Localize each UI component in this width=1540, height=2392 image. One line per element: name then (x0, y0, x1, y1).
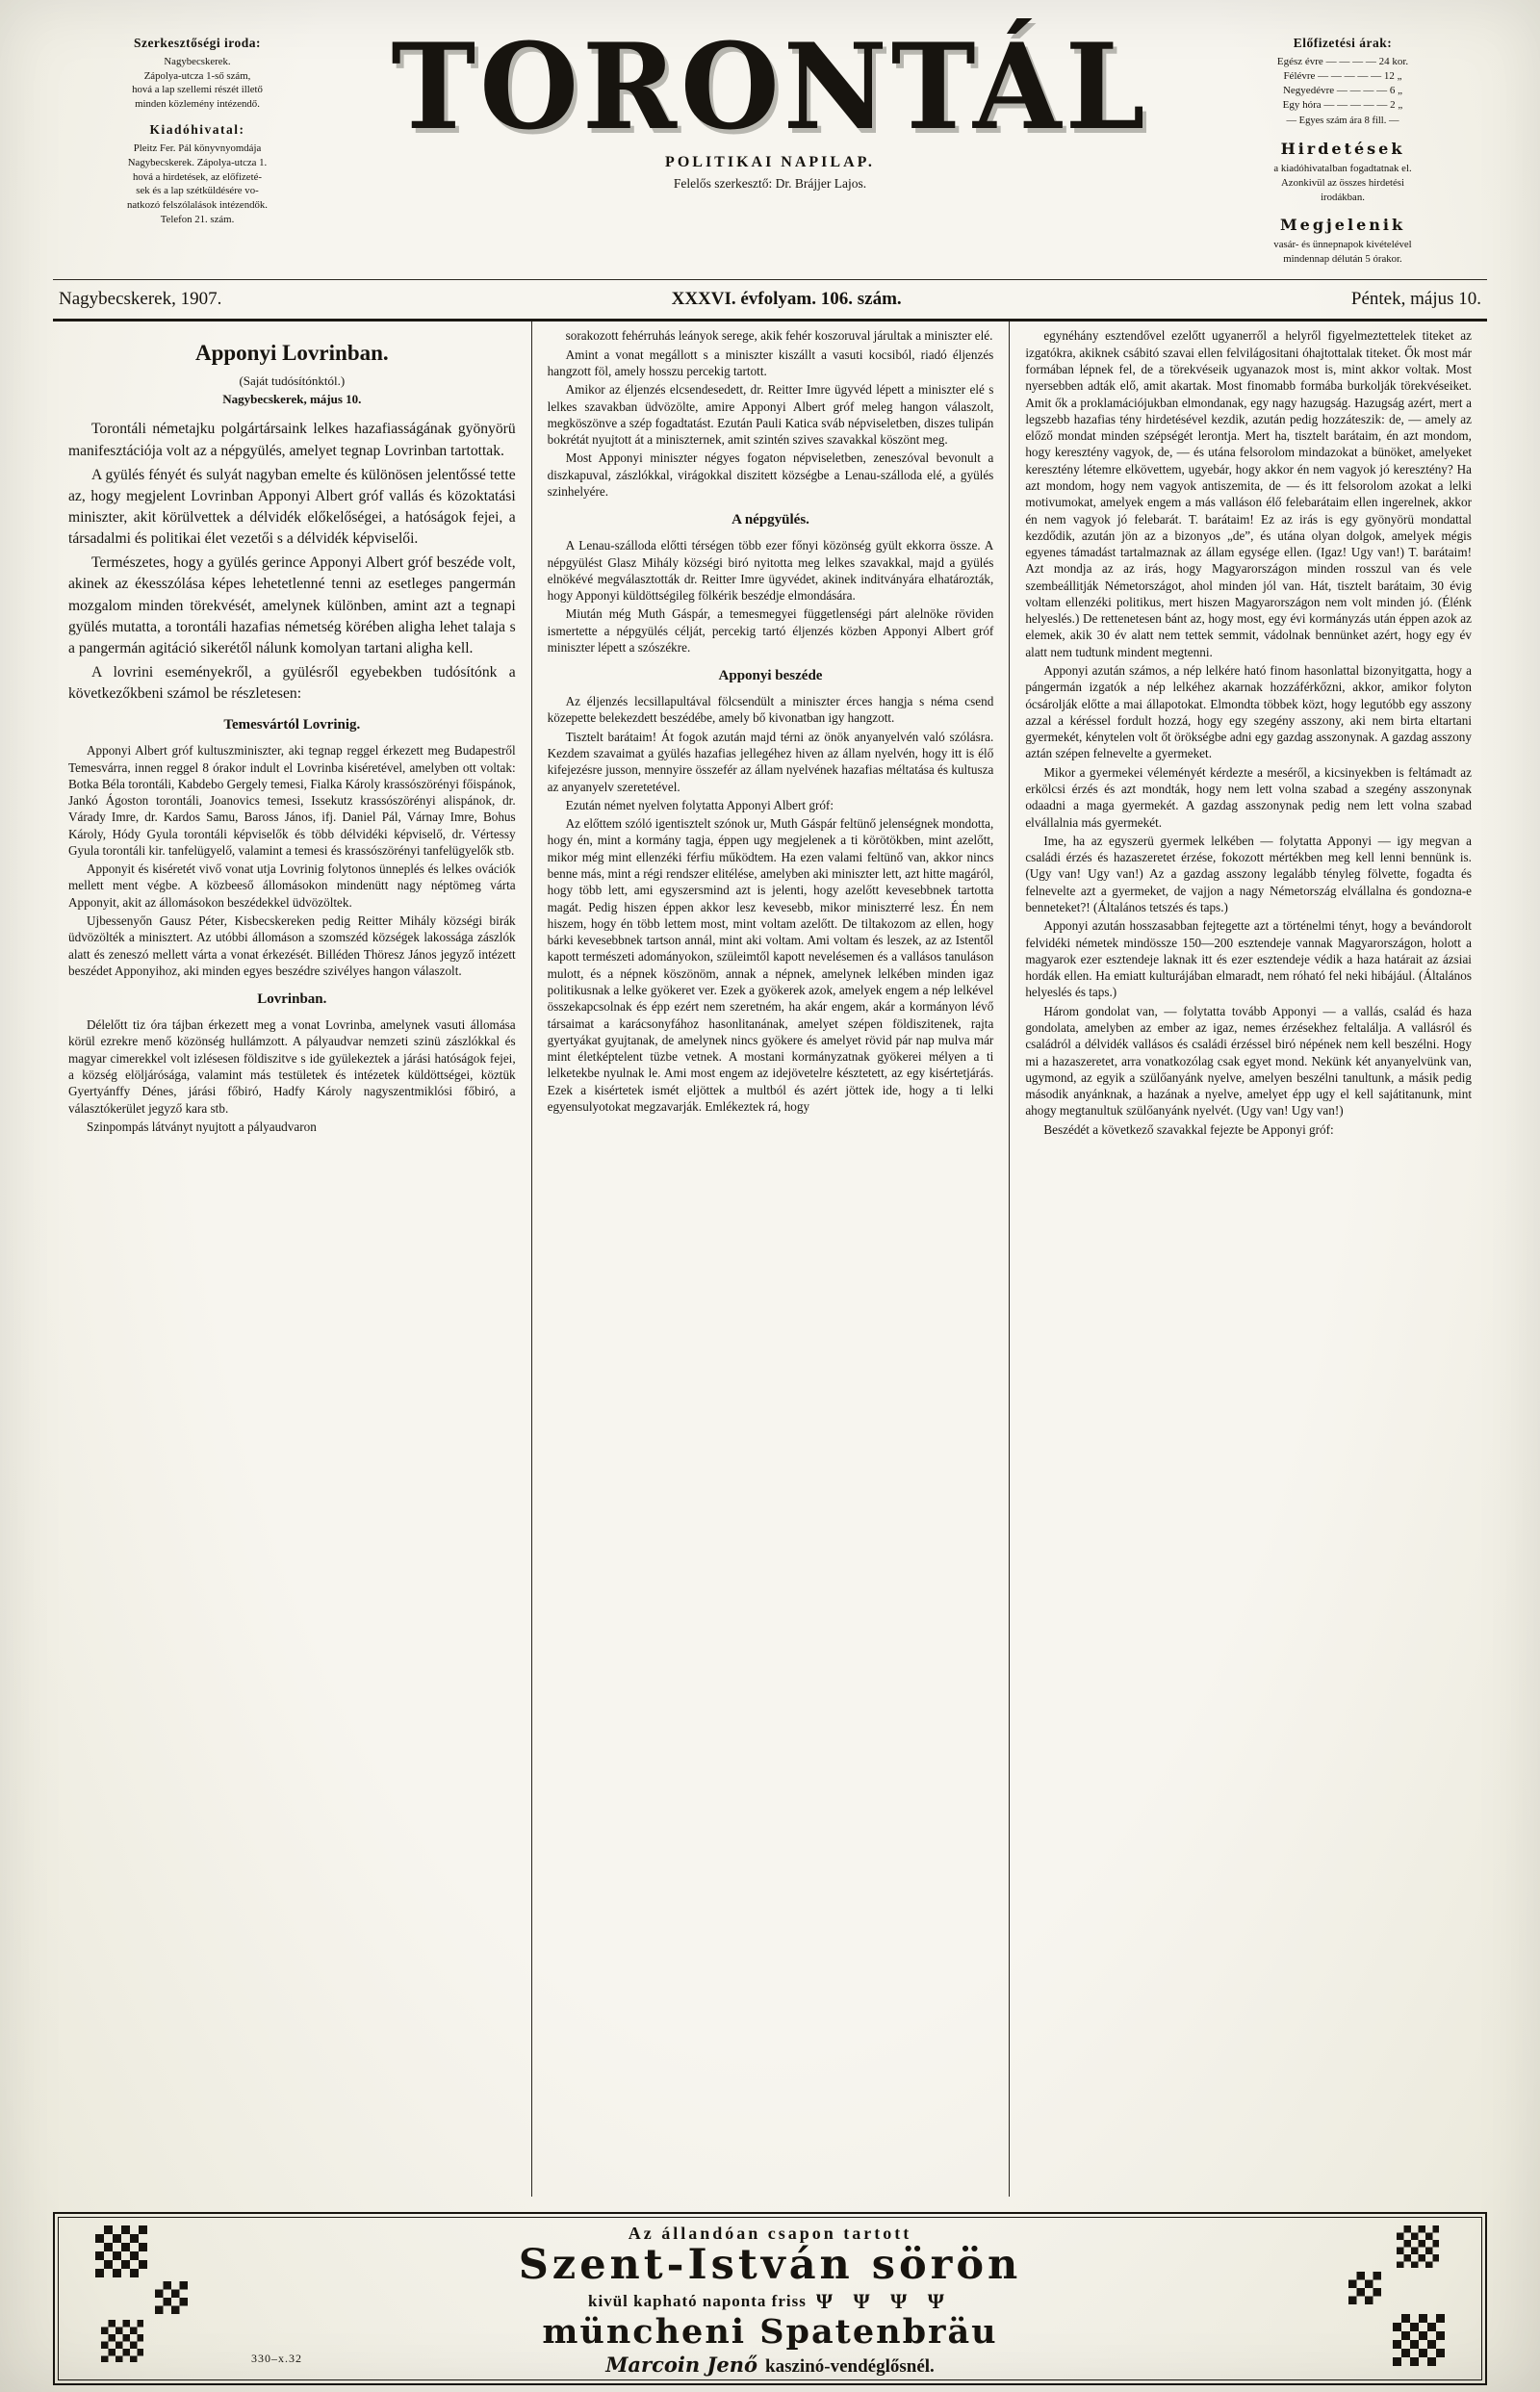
publication-title: Megjelenik (1279, 215, 1406, 234)
editorial-office-block (53, 35, 342, 227)
paragraph: Apponyi azután hosszasabban fejtegette azt a történelmi tényt, hogy a bevándorolt felvidéki németek mindössze 150—200 esztendeje vannak Magyarországon, holott a magyarok ezer esztendeje laknak itt és ezer esztendeje védik a haza határait az ázsiai hordák ellen. Ha emiatt kulturájában elmaradt, nem róható fel neki hibájául. (Általános helyeslés és taps.) (1025, 918, 1472, 1000)
ad-vendor-suffix: kaszinó-vendéglősnél. (765, 2356, 935, 2378)
hline: vasár- és ünnepnapok kivételével (1273, 238, 1412, 250)
price: Egy hóra — — — — — 2 „ (1282, 99, 1403, 112)
ad-line-3-text: kivül kapható naponta friss (588, 2291, 807, 2310)
paragraph: Ezután német nyelven folytatta Apponyi Albert gróf: (565, 797, 834, 812)
ads-title: Hirdetések (1280, 139, 1405, 158)
dateline-date: Péntek, május 10. (1350, 289, 1481, 310)
masthead-center (365, 16, 1175, 192)
ad-brand: müncheni Spatenbräu (542, 2311, 998, 2352)
paragraph: Amint a vonat megállott s a miniszter kiszállt a vasuti kocsiból, riadó éljenzés hangzott föl, amely hosszu percekig tartott. (547, 347, 994, 378)
article-body (53, 322, 1487, 2197)
paragraph: Az éljenzés lecsillapultával fölcsendült a miniszter érces hangja s néma csend közepette belekezdett beszédébe, amely bő kivonatban igy hangzott. (547, 694, 994, 726)
lead: Természetes, hogy a gyülés gerince Apponyi Albert gróf beszéde volt, akinek az ékesszólása képes lehetetlenné tenni az esetleges pangermán mozgalom minden törekvését, amelynek különben, amint azt a tegnapi gyülés mutatta, a torontáli hazafias németség körében aligha lehet talaja s a pangermán agitáció sikerétől nálunk komolyan tartani aligha kell. (68, 554, 516, 656)
paragraph: A Lenau-szálloda előtti térségen több ezer főnyi közönség gyült ekkorra össze. A népgyülést Glasz Mihály községi biró nyitotta meg lelkes szavakkal, majd a gyülés elnökévé megválasztották dr. Reitter Imre ügyvédet, akinek inditványára elhatározták, hogy Apponyi küldöttségileg fölkérik beszédje elmondására. (547, 538, 994, 604)
ads-lines (1198, 162, 1487, 205)
dateline-issue: XXXVI. évfolyam. 106. szám. (671, 289, 902, 310)
price: Egész évre — — — — 24 kor. (1276, 55, 1409, 67)
subhead: Lovrinban. (257, 991, 327, 1008)
paragraph: egynéhány esztendővel ezelőtt ugyanerről a helyről figyelmeztettelek titeket az izgatókra, akiknek csábitó szavai ellen felvilágositani óhajtottalak titeket. Ők most már formában lépnek fel, de a törekvéseik ugyanazok most is, mint akkor voltak. Most nyersebben adták elő, amit akartak. Most finomabb formába burkolják törekvéseiket. Amit ők a proklamációjukban elmondanak, egy nagy hazugság. Hazugság azért, mert a legszebb hazafias tény hirdetésével kezdik, azután pedig hozzáteszik: de, — amely az előző mondat minden szépségét lerontja. Mert ha, tisztelt barátaim, én azt mondom, hogy keresztény vagyok, de, — és utána felsorolom mindazokat a bünöket, amelyeket keresztény létemre elkövettem, ugyebár, hogy akkor én nem vagyok jó keresztény? Ha azt mondom, hogy nem vagyok antiszemita, de — és itt felsorolom azokat a lelki motivumokat, amelyek engem a más valláson élő felebarátaim ellen ingerelnek, akkor én nem vagyok jó felebarát. T. barátaim! Ez az irás is egy gyönyörü mondattal kezdődik, azután jön az a bizonyos „de”, és utána olyan dolgok, amelyek mégis egyenes támadást tartalmaznak az állam egysége ellen. (Igaz! Ugy van!) T. barátaim! Azt mondja az az irás, hogy Magyarországon minden rosszul van és vele szembeállitják Németországot, ahol minden jól van. Hát, tisztelt barátaim, 30 évig voltam ellenzéki politikus, mert hiszen Magyarországon nem volt minden jó. (Élénk helyeslés.) De rettenetesen bánt az, hogy most, egy évi kormányzás után éppen azok az elemek, akik 30 év alatt nem tettek semmit, vádolnak bennünket azért, hogy egy év alatt nem tudtunk mindent megtenni. (1025, 328, 1472, 659)
paragraph: Három gondolat van, — folytatta tovább Apponyi — a vallás, család és haza gondolata, amelyben az ember az igaz, nemes érzésekhez feltalálja. A vallásról és családról a délvidék vallásos és családi érzéssel biró népének nem kell beszélni. Hogy mi a hazaszeretet, arra vonatkozólag csak egyet mond. Nekünk két anyanyelvünk van, ugymond, az egyik a szülőanyánk nyelve, amelyen beszélni tanultunk, a másik pedig második anyánknak, a hazának a nyelve, amelyet épp ugy el kell sajátitanunk, mint ahogy megtanultuk szülőanyánk nyelvét. (Ugy van! Ugy van!) (1025, 1003, 1472, 1119)
checker-ornament-icon (1348, 2272, 1381, 2304)
paragraph: Miután még Muth Gáspár, a temesmegyei függetlenségi párt alelnöke röviden ismertette a népgyülés célját, percekig tartó éljenzés közben Apponyi Albert gróf miniszter lépett a szószékre. (547, 606, 994, 655)
newspaper-title: TORONTÁL (391, 16, 1149, 157)
dateline-bar (53, 279, 1487, 322)
hline: Azonkivül az összes hirdetési (1280, 176, 1405, 189)
checker-ornament-icon (95, 2225, 147, 2277)
subhead: A népgyülés. (732, 512, 809, 528)
subscription-title: Előfizetési árak: (1293, 36, 1393, 50)
publisher-office-lines (53, 141, 342, 227)
paragraph: Szinpompás látványt nyujtott a pályaudvaron (87, 1119, 317, 1134)
publisher-office-title: Kiadóhivatal: (149, 122, 245, 138)
datesub: Nagybecskerek, május 10. (222, 392, 362, 407)
beer-glass-icons: Ψ Ψ Ψ Ψ (815, 2288, 952, 2313)
editor-line: Felelős szerkesztő: Dr. Brájjer Lajos. (673, 175, 867, 191)
paragraph: Az előttem szóló igentisztelt szónok ur, Muth Gáspár feltünő jelenségnek mondotta, hogy én, mint a kormány tagja, éppen ugy megjelenek a ti körötökben, mint azelőtt, mikor még mint ellenzéki férfiu működtem. Ha ezen valami feltünő van, akkor nincs benne más, mint a régi rendszer elitélése, amelyben aki miniszter lett, azt hitte magáról, hogy több lett, ami egyszersmind azt is jelenti, hogy azelőtt kevesebbnek tartotta magát. Pedig hiszen éppen akkor lesz kevesebb, mikor miniszterré lesz. Én nem hiszem, hogy én több lettem most, mint voltam azelőtt. De tiltakozom az ellen, hogy bárki kevesebbnek tartson annál, mint aki voltam. Ami voltam és leszek, az az Istentől kapott természeti adományokon, szüleimtől kapott nevelésemen és a vallásos tanuláson mulott, és a népnek köszönöm, annak a népnek, amelynek lelkében minden igaz politikusnak a lelke gyökeret ver. Ezek a gyökerek azok, amelyek engem a nép lelkével összekapcsolnak és épp ezért nem szeretném, ha akár engem, akár a kormányon lévő társaimat a karácsonyfához hasonlitanának, amelyet szépen földiszitenek, rajta gyertyákat gyujtanak, de amelynek nincs gyökere és amelyet rövid pár nap mulva már mint életképtelent tüzbe vetnek. A mostani kormányzatnak gyökerei mélyen a ti lelketekbe nyulnak le. Ami most engem az idejövetelre késztetett, az egy kisértetjárás. Ezek a kisértetek ismét eljöttek a multból és azért jöttek ide, hogy a ti lelki egyensulyotokat megzavarják. Emlékeztek rá, hogy (547, 816, 994, 1114)
paragraph: Most Apponyi miniszter négyes fogaton népviseletben, zeneszóval bevonult a diszkapuval, zászlókkal, virágokkal diszitett községbe a Lenau-szálloda elé, a gyülés szinhelyére. (547, 450, 994, 499)
paragraph: Beszédét a következő szavakkal fejezte be Apponyi gróf: (1043, 1121, 1334, 1137)
newspaper-subtitle: POLITIKAI NAPILAP. (665, 153, 875, 170)
advertisement-inner (58, 2217, 1482, 2380)
hline: Telefon 21. szám. (160, 214, 235, 226)
paragraph: Ime, ha az egyszerü gyermek lelkében — folytatta Apponyi — igy megvan a családi érzés és hazaszeretet érzése, fokozott mértékben meg kell lenni bennünk is. (Ugy van! Ugy van!) Az a gazdag asszony legalább tényleg fölvette, fogadta és felnevelte azt a gyermeket, de vajjon a nagy Németország elvállalna és gondozna-e benneteket?! (Általános tetszés és taps.) (1025, 833, 1472, 914)
hline: hová a hirdetések, az előfizeté- (133, 170, 262, 183)
hline: mindennap délután 5 órakor. (1283, 252, 1402, 265)
publication-lines (1198, 238, 1487, 267)
lead: A lovrini eseményekről, a gyülésről egyebekben tudósítónk a következőkbeni számol be részletesen: (68, 663, 516, 703)
headline: Apponyi Lovrinban. (194, 341, 389, 366)
hline: Nagybecskerek. Zápolya-utcza 1. (127, 156, 268, 168)
byline: (Saját tudósítónktól.) (239, 373, 346, 389)
ad-vendor-name: Marcoin Jenő (605, 2353, 758, 2378)
paragraph: sorakozott fehérruhás leányok serege, akik fehér koszoruval járultak a miniszter elé. (565, 328, 993, 344)
checker-ornament-icon (101, 2320, 143, 2362)
editorial-office-lines (53, 55, 342, 113)
hline: Nagybecskerek. (164, 55, 231, 67)
subscription-prices (1198, 55, 1487, 114)
checker-ornament-icon (1393, 2314, 1445, 2366)
lead: Torontáli németajku polgártársaink lelkes hazafiasságának gyönyörü manifesztációja volt az a népgyülés, amelyet tegnap Lovrinban tartottak. (68, 421, 516, 459)
paragraph: Apponyi azután számos, a nép lelkére ható finom hasonlattal bizonyitgatta, hogy a pángermán izgatók a nép lelkéhez akarnak hozzáférkőzni, akkor, amikor folyton ócsárolják előtte a mai állapotokat. Elmondta többek közt, hogy legutóbb egy asszony azzal a kéréssel fordult hozzá, hogy egy szegény asszony, aki nem birta eltartani gyermekét, kénytelen volt őt örökségbe adni egy gazdag asszonynak. A gazdag asszony aztán szépen felnevelte a gyermeket. (1025, 663, 1472, 761)
checker-ornament-icon (155, 2281, 188, 2314)
column-2 (531, 322, 1010, 2197)
paragraph: Apponyit és kiséretét vivő vonat utja Lovrinig folytonos ünneplés és lelkes ovációk mellett ment végbe. A közbeeső állomásokon mindenütt nagy néptömeg várta Apponyit, akit az állomásokon beszédekkel üdvözöltek. (68, 862, 516, 910)
hline: a kiadóhivatalban fogadtatnak el. (1273, 162, 1412, 174)
editorial-office-title: Szerkesztőségi iroda: (133, 36, 262, 50)
ad-line-3 (59, 2289, 1481, 2314)
hline: irodákban. (1321, 191, 1365, 203)
paragraph: Tisztelt barátaim! Át fogok azután majd térni az önök anyanyelvén való szólásra. Kezdem szavaimat a gyülés hazafias jellegéhez hiven az állam nyelvén, hogy itt is élő kifejezésre jusson, mennyire összefér az állam nyelvének hazafias méltatása és kultusza az anyanyelv szeretetével. (547, 729, 994, 794)
hline: sek és a lap szétküldésére vo- (136, 185, 259, 197)
paragraph: Ujbessenyőn Gausz Péter, Kisbecskereken pedig Reitter Mihály községi birák üdvözölték a minisztert. Az utóbbi állomáson a szomszéd községek lakossága zászlók alatt és zeneszó mellett várta a vonat érkezését. Billéden Thöresz János jegyző intézett beszédet Apponyihoz, aki minden egyes beszédre szivélyes hangon válaszolt. (68, 913, 516, 978)
hline: hová a lap szellemi részét illető (132, 84, 263, 96)
price: Félévre — — — — — 12 „ (1283, 69, 1402, 82)
hline: Zápolya-utcza 1-ső szám, (143, 69, 251, 82)
advertisement-box (53, 2212, 1487, 2385)
column-3 (1009, 322, 1487, 2197)
masthead-header (0, 0, 1540, 273)
checker-ornament-icon (1397, 2225, 1439, 2268)
hline: Pleitz Fer. Pál könyvnyomdája (133, 141, 262, 154)
ad-beer-name: Szent-István sörön (518, 2241, 1022, 2290)
paragraph: Délelőtt tiz óra tájban érkezett meg a vonat Lovrinba, amelynek vasuti állomása körül ezrekre menő közönség hullámzott. A pályaudvar nemzeti szinü zászlókkal és magyar cimerekkel volt izlésesen földiszitve s ide gyülekeztek a járási hatóságok fejei, a község elöljárósága, valamint más testületek és intézetek küldöttségei, köztük Gyertyánffy Dénes, járási főbiró, Hadfy Károly nagyszentmiklósi főbiró, a választókerület jegyző kara stb. (68, 1017, 516, 1116)
ad-line-1: Az állandóan csapon tartott (628, 2224, 912, 2244)
price: Negyedévre — — — — 6 „ (1282, 84, 1403, 96)
single-copy-price: — Egyes szám ára 8 fill. — (1286, 116, 1399, 127)
hline: minden közlemény intézendő. (135, 98, 260, 111)
column-1 (53, 322, 531, 2197)
subhead: Temesvártól Lovrinig. (223, 717, 361, 733)
paragraph: Mikor a gyermekei véleményét kérdezte a meséről, a kicsinyekben is feltámadt az erkölcsi érzés és azt mondták, hogy nem lett volna szabad a szegény asszonynak odaadni a maga gyermekét. A gazdag asszonynak pedig nem lett volna szabad elvállalnia más gyermekét. (1025, 764, 1472, 830)
subhead: Apponyi beszéde (718, 668, 823, 684)
paragraph: Amikor az éljenzés elcsendesedett, dr. Reitter Imre ügyvéd lépett a miniszter elé s lelkes szavakban üdvözölte, amire Apponyi Albert gróf meleg hangon válaszolt, megköszönve a szép fogadtatást. Ezután Pauli Katica sváb népviseletben, diszes tulipán bokrétát nyujtott át a miniszternek, amit szintén szives szavakkal köszönt meg. (547, 382, 994, 448)
subscription-block (1198, 35, 1487, 266)
lead: A gyülés fényét és sulyát nagyban emelte és különösen jelentőssé tette az, hogy megjelent Lovrinban Apponyi Albert gróf vallás és közoktatási miniszter, akit körülvettek a délvidék előkelőségei, a hatóságok fejei, a társadalmi és politikai élet vezetői s a délvidék képviselői. (68, 466, 516, 548)
ad-reference-code: 330–x.32 (251, 2352, 302, 2366)
dateline-place: Nagybecskerek, 1907. (59, 289, 222, 310)
hline: natkozó felszólalások intézendők. (126, 199, 268, 212)
paragraph: Apponyi Albert gróf kultuszminiszter, aki tegnap reggel érkezett meg Budapestről Temesvárra, innen reggel 8 órakor indult el Lovrinba kiséretével, amelyben ott voltak: Botka Béla torontáli, Kabdebo Gergely temesi, Fialka Károly krassószörényi főispánok, Jankó Ágoston torontáli, Joanovics temesi, Issekutz krassószörényi alispánok, dr. Várady Imre, dr. Kardos Samu, Baross János, ifj. Daniel Pál, Várnay Imre, Bohus Károly, Hódy Gyula torontáli képviselők és több délvidéki képviselő, dr. Vértessy Gyula torontáli kir. tanfelügyelő, valamint a temesi és krassószörényi tanfelügyelők stb. (68, 743, 516, 858)
